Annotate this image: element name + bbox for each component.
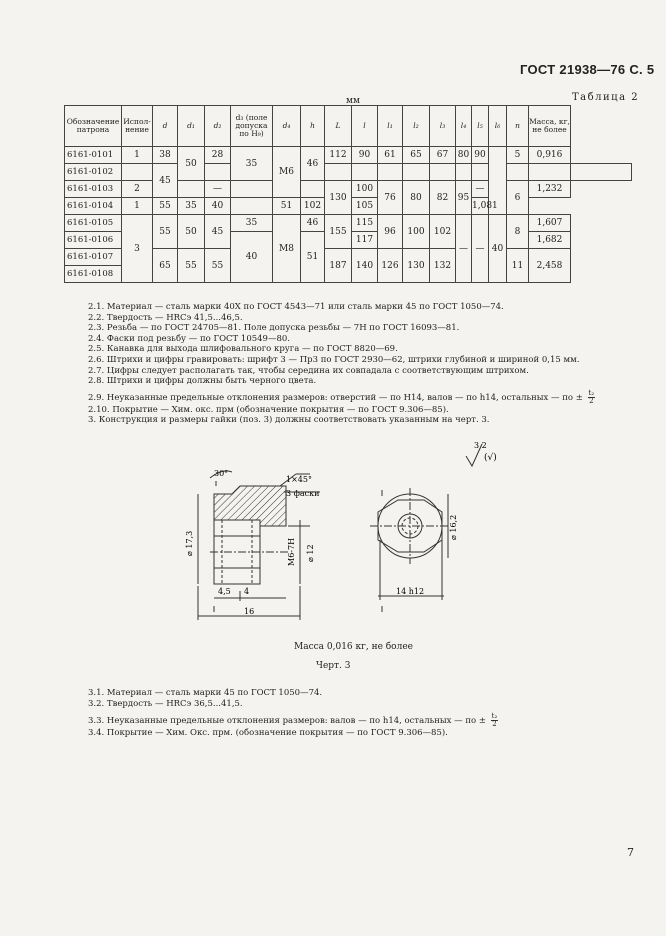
table-cell: M8 — [273, 215, 301, 283]
svg-text:4,5: 4,5 — [218, 587, 231, 596]
table-cell — [456, 164, 472, 181]
note-2-6: 2.6. Штрихи и цифры гравировать: шрифт 3 — Пр3 по ГОСТ 2930—62, штрихи глубиной и шириной 0,15 мм. — [88, 354, 580, 365]
table-cell: 1,232 — [529, 181, 571, 198]
table-header-row — [65, 106, 632, 147]
col-header: d₄ — [273, 106, 301, 147]
table-cell: 90 — [352, 147, 378, 164]
table-cell: M6 — [273, 147, 301, 198]
table-cell: 95 — [456, 181, 472, 215]
table-cell: 1,607 — [529, 215, 571, 232]
table-cell: 80 — [403, 181, 430, 215]
notes-section-3 — [88, 688, 498, 739]
table-cell: — — [456, 215, 472, 283]
table-cell: 38 — [153, 147, 178, 164]
table-cell: 55 — [205, 249, 231, 283]
table-cell: 126 — [378, 249, 403, 283]
note-3-4: 3.4. Покрытие — Хим. Окс. прм. (обозначение покрытия — по ГОСТ 9.306—85). — [88, 728, 448, 739]
svg-text:3,2: 3,2 — [474, 441, 487, 450]
table-row — [65, 181, 632, 198]
note-3-3-text: 3.3. Неуказанные предельные отклонения размеров: валов — по h14, остальных — по ± — [88, 716, 486, 727]
table-cell: 45 — [153, 164, 178, 198]
mass-caption: Масса 0,016 кг, не более — [294, 642, 413, 652]
col-header: l₂ — [403, 106, 430, 147]
table-cell: 5 — [507, 147, 529, 164]
table-cell — [529, 164, 571, 181]
table-cell: 46 — [301, 147, 325, 181]
table-cell: 6161-0105 — [65, 215, 122, 232]
table-cell: 102 — [301, 198, 325, 215]
table-cell: 40 — [231, 232, 273, 283]
svg-text:30°: 30° — [214, 469, 229, 478]
table-cell: 2 — [122, 181, 153, 198]
nut-drawing — [170, 436, 510, 636]
note-3: 3. Конструкция и размеры гайки (поз. 3) должны соответствовать указанным на черт. 3. — [88, 415, 490, 426]
table-cell: 2,458 — [529, 249, 571, 283]
note-2-1: 2.1. Материал — сталь марки 40Х по ГОСТ 4543—71 или сталь марки 45 по ГОСТ 1050—74. — [88, 302, 504, 312]
table-cell — [231, 198, 273, 215]
table-cell: 1 — [122, 198, 153, 215]
table-cell: 11 — [507, 249, 529, 283]
table-cell: 105 — [352, 198, 378, 215]
table-cell: 65 — [153, 249, 178, 283]
note-3-1: 3.1. Материал — сталь марки 45 по ГОСТ 1050—74. — [88, 688, 323, 698]
col-header: l₆ — [489, 106, 507, 147]
table-cell: 187 — [325, 249, 352, 283]
table-cell: 80 — [456, 147, 472, 164]
table-cell: 50 — [178, 215, 205, 249]
note-2-8: 2.8. Штрихи и цифры должны быть черного цвета. — [88, 376, 317, 387]
col-header: L — [325, 106, 352, 147]
table-cell: 100 — [352, 181, 378, 198]
col-header: d — [153, 106, 178, 147]
svg-text:М6-7Н: М6-7Н — [287, 537, 296, 566]
table-cell: 46 — [301, 215, 325, 232]
units-label: мм — [346, 96, 361, 106]
figure-caption: Черт. 3 — [316, 661, 351, 671]
table-cell: 6161-0103 — [65, 181, 122, 198]
table-cell: — — [472, 181, 489, 198]
table-cell — [378, 164, 403, 181]
table-cell: 6161-0107 — [65, 249, 122, 266]
table-cell: 1,682 — [529, 232, 571, 249]
roughness-symbol — [466, 441, 497, 466]
note-3-3 — [88, 713, 498, 728]
table-cell: 28 — [205, 147, 231, 164]
svg-text:⌀ 16,2: ⌀ 16,2 — [449, 514, 458, 540]
col-header: Масса, кг, не более — [529, 106, 571, 147]
col-header: l₄ — [456, 106, 472, 147]
table-cell: 45 — [205, 215, 231, 249]
svg-text:3 фаски: 3 фаски — [286, 489, 320, 498]
note-2-10: 2.10. Покрытие — Хим. окс. прм (обозначение покрытия — по ГОСТ 9.306—85). — [88, 404, 449, 415]
col-header: l₁ — [378, 106, 403, 147]
table-cell: 67 — [430, 147, 456, 164]
note-2-4: 2.4. Фаски под резьбу — по ГОСТ 10549—80. — [88, 333, 290, 344]
table-cell: 6161-0104 — [65, 198, 122, 215]
svg-text:1×45°: 1×45° — [286, 475, 312, 484]
svg-text:16: 16 — [244, 607, 255, 616]
table-cell: 65 — [403, 147, 430, 164]
table-cell: 6 — [507, 181, 529, 215]
note-2-7: 2.7. Цифры следует располагать так, чтобы середина их совпадала с соответствующим штрихом. — [88, 365, 529, 376]
col-header: l — [352, 106, 378, 147]
table-cell: 40 — [205, 198, 231, 215]
table-row — [65, 147, 632, 164]
note-2-5: 2.5. Канавка для выхода шлифовального круга — по ГОСТ 8820—69. — [88, 344, 398, 355]
svg-text:⌀ 12: ⌀ 12 — [306, 544, 315, 562]
svg-text:(√): (√) — [484, 453, 497, 463]
table-cell — [205, 164, 231, 181]
col-header: h — [301, 106, 325, 147]
table-cell: 132 — [430, 249, 456, 283]
table-row — [65, 164, 632, 181]
table-cell: 82 — [430, 181, 456, 215]
table-cell: 130 — [325, 181, 352, 215]
table-cell — [301, 181, 325, 198]
note-3-2: 3.2. Твердость — HRCэ 36,5...41,5. — [88, 698, 243, 709]
table-cell — [178, 181, 205, 198]
col-header: d₂ — [205, 106, 231, 147]
table-cell: 115 — [352, 215, 378, 232]
table-cell: 0,916 — [529, 147, 571, 164]
note-2-2: 2.2. Твердость — HRCэ 41,5...46,5. — [88, 312, 243, 323]
table-cell: 76 — [378, 181, 403, 215]
table-cell: 100 — [403, 215, 430, 249]
col-header: l₃ — [430, 106, 456, 147]
col-header: l₅ — [472, 106, 489, 147]
table-cell: 40 — [489, 215, 507, 283]
table-cell: 51 — [301, 232, 325, 283]
tolerance-fraction — [491, 713, 499, 728]
svg-text:⌀ 17,3: ⌀ 17,3 — [185, 530, 194, 556]
table-cell: 90 — [472, 147, 489, 164]
table-cell: 55 — [153, 215, 178, 249]
table-cell — [122, 164, 153, 181]
table-cell — [231, 181, 273, 198]
table-cell: 1,081 — [472, 198, 489, 215]
document-header: ГОСТ 21938—76 С. 5 — [520, 62, 655, 77]
notes-section-2 — [88, 302, 595, 426]
table-cell: 51 — [273, 198, 301, 215]
table-cell: 35 — [231, 147, 273, 181]
table-cell: 8 — [507, 215, 529, 249]
table-cell: 55 — [178, 249, 205, 283]
table-cell — [352, 164, 378, 181]
table-cell: 35 — [178, 198, 205, 215]
table-cell: 6161-0108 — [65, 266, 122, 283]
table-cell: 130 — [403, 249, 430, 283]
note-2-9-text: 2.9. Неуказанные предельные отклонения размеров: отверстий — по H14, валов — по h14, остальных — по ± — [88, 392, 583, 403]
table-cell: 50 — [178, 147, 205, 181]
tolerance-fraction — [588, 390, 596, 405]
table-cell: 140 — [352, 249, 378, 283]
table-cell — [507, 164, 529, 181]
table-caption: Таблица 2 — [572, 92, 640, 103]
table-cell: 155 — [325, 215, 352, 249]
table-cell: 6161-0106 — [65, 232, 122, 249]
table-cell: — — [205, 181, 231, 198]
fraction-denominator: 2 — [589, 396, 594, 405]
table-cell: 6161-0101 — [65, 147, 122, 164]
table-cell — [325, 164, 352, 181]
table-cell: 96 — [378, 215, 403, 249]
table-cell — [403, 164, 430, 181]
spec-table — [64, 105, 632, 283]
fraction-numerator: t₂ — [588, 388, 595, 397]
table-cell — [571, 164, 632, 181]
svg-text:4: 4 — [244, 587, 250, 596]
table-cell: 1 — [122, 147, 153, 164]
col-header: Обозначение патрона — [65, 106, 122, 147]
table-cell: 3 — [122, 215, 153, 283]
note-2-3: 2.3. Резьба — по ГОСТ 24705—81. Поле допуска резьбы — 7Н по ГОСТ 16093—81. — [88, 323, 460, 334]
table-cell: 35 — [231, 215, 273, 232]
page-number: 7 — [627, 846, 634, 859]
table-cell — [472, 164, 489, 181]
col-header: n — [507, 106, 529, 147]
table-cell: 112 — [325, 147, 352, 164]
fraction-numerator: t₂ — [491, 712, 498, 721]
svg-text:14 h12: 14 h12 — [396, 587, 425, 596]
table-row — [65, 215, 632, 232]
table-cell: 55 — [153, 198, 178, 215]
col-header: d₁ — [178, 106, 205, 147]
table-cell: 6161-0102 — [65, 164, 122, 181]
table-cell — [430, 164, 456, 181]
note-2-9 — [88, 390, 595, 405]
col-header: d₃ (поле допуска по H₉) — [231, 106, 273, 147]
col-header: Исполнение — [122, 106, 153, 147]
table-cell: 61 — [378, 147, 403, 164]
table-cell: 102 — [430, 215, 456, 249]
table-cell: 117 — [352, 232, 378, 249]
end-view-dimensions — [396, 515, 458, 596]
fraction-denominator: 2 — [492, 720, 497, 729]
table-cell: — — [472, 215, 489, 283]
